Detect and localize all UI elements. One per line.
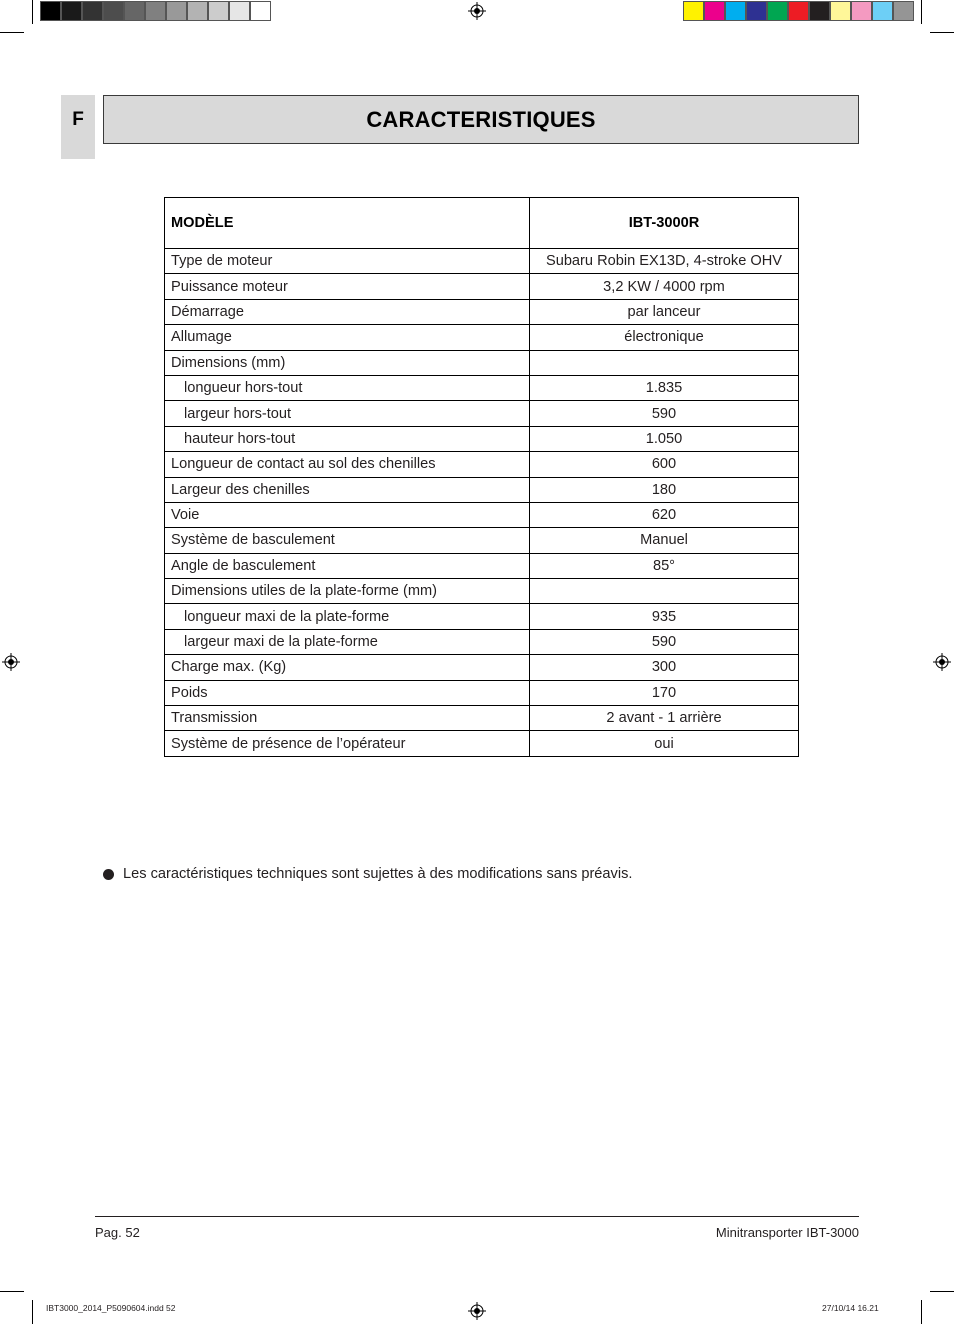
table-row (165, 706, 799, 731)
language-tab (61, 95, 95, 159)
spec-label: longueur hors-tout (165, 375, 530, 400)
color-swatch (872, 1, 893, 21)
spec-value: 170 (530, 680, 799, 705)
spec-value: Subaru Robin EX13D, 4-stroke OHV (530, 249, 799, 274)
spec-value (530, 350, 799, 375)
spec-label: largeur maxi de la plate-forme (165, 629, 530, 654)
print-slug-file: IBT3000_2014_P5090604.indd 52 (46, 1303, 176, 1313)
crop-mark-bottom-right-v (921, 1300, 922, 1324)
page-number: Pag. 52 (95, 1225, 140, 1240)
specifications-table (164, 197, 799, 757)
crop-mark-top-left-v (32, 0, 33, 24)
registration-mark-icon (933, 653, 951, 671)
color-swatch (704, 1, 725, 21)
table-row (165, 452, 799, 477)
spec-label: Angle de basculement (165, 553, 530, 578)
spec-value: 590 (530, 401, 799, 426)
spec-value: 590 (530, 629, 799, 654)
color-swatch (725, 1, 746, 21)
color-swatch (851, 1, 872, 21)
table-row (165, 401, 799, 426)
color-swatch (746, 1, 767, 21)
spec-value: 3,2 KW / 4000 rpm (530, 274, 799, 299)
print-slug-date: 27/10/14 16.21 (822, 1303, 879, 1313)
table-row (165, 655, 799, 680)
table-row (165, 731, 799, 756)
gray-swatch (208, 1, 229, 21)
table-row (165, 579, 799, 604)
color-swatch (767, 1, 788, 21)
spec-label: largeur hors-tout (165, 401, 530, 426)
gray-swatch (124, 1, 145, 21)
gray-swatch (166, 1, 187, 21)
spec-value: 1.050 (530, 426, 799, 451)
table-row (165, 375, 799, 400)
spec-label: Type de moteur (165, 249, 530, 274)
spec-value: électronique (530, 325, 799, 350)
crop-mark-top-right-h (930, 32, 954, 33)
crop-mark-bottom-left-v (32, 1300, 33, 1324)
registration-mark-icon (2, 653, 20, 671)
spec-label: Système de présence de l’opérateur (165, 731, 530, 756)
gray-swatch (103, 1, 124, 21)
table-row (165, 680, 799, 705)
table-row (165, 629, 799, 654)
spec-value: par lanceur (530, 299, 799, 324)
color-swatch (788, 1, 809, 21)
spec-value: Manuel (530, 528, 799, 553)
gray-swatch (82, 1, 103, 21)
spec-value: 1.835 (530, 375, 799, 400)
gray-swatch (40, 1, 61, 21)
spec-label: Voie (165, 502, 530, 527)
spec-value: 600 (530, 452, 799, 477)
gray-swatch (145, 1, 166, 21)
spec-label: hauteur hors-tout (165, 426, 530, 451)
spec-label: Dimensions utiles de la plate-forme (mm) (165, 579, 530, 604)
page-title: CARACTERISTIQUES (366, 106, 596, 132)
table-row (165, 604, 799, 629)
spec-value: 300 (530, 655, 799, 680)
color-swatch (893, 1, 914, 21)
spec-label: Dimensions (mm) (165, 350, 530, 375)
color-swatch (683, 1, 704, 21)
gray-swatch (250, 1, 271, 21)
spec-value: 620 (530, 502, 799, 527)
crop-mark-bottom-right-h (930, 1291, 954, 1292)
spec-label: Puissance moteur (165, 274, 530, 299)
disclaimer-note (103, 866, 632, 882)
table-row (165, 249, 799, 274)
color-swatch (830, 1, 851, 21)
registration-mark-icon (468, 2, 486, 20)
table-row (165, 528, 799, 553)
language-tab-label: F (72, 109, 84, 130)
table-row (165, 274, 799, 299)
table-row (165, 299, 799, 324)
gray-swatch (61, 1, 82, 21)
spec-label: Charge max. (Kg) (165, 655, 530, 680)
color-swatch (809, 1, 830, 21)
header-model-value: IBT-3000R (530, 198, 799, 249)
spec-label: Largeur des chenilles (165, 477, 530, 502)
spec-value: oui (530, 731, 799, 756)
spec-value: 2 avant - 1 arrière (530, 706, 799, 731)
spec-value: 935 (530, 604, 799, 629)
header-model-label: MODÈLE (165, 198, 530, 249)
crop-mark-bottom-left-h (0, 1291, 24, 1292)
gray-swatch (187, 1, 208, 21)
registration-mark-icon (468, 1302, 486, 1320)
gray-swatch (229, 1, 250, 21)
table-row (165, 325, 799, 350)
footer-divider (95, 1216, 859, 1217)
table-row (165, 477, 799, 502)
bullet-icon (103, 869, 114, 880)
table-row (165, 502, 799, 527)
spec-label: longueur maxi de la plate-forme (165, 604, 530, 629)
table-row (165, 553, 799, 578)
crop-mark-top-right-v (921, 0, 922, 24)
table-row (165, 350, 799, 375)
crop-mark-top-left-h (0, 32, 24, 33)
spec-value: 85° (530, 553, 799, 578)
footer-product-name: Minitransporter IBT-3000 (715, 1225, 859, 1240)
spec-label: Transmission (165, 706, 530, 731)
spec-label: Poids (165, 680, 530, 705)
section-title-box (103, 95, 859, 144)
spec-label: Système de basculement (165, 528, 530, 553)
spec-label: Longueur de contact au sol des chenilles (165, 452, 530, 477)
table-header-row (165, 198, 799, 249)
disclaimer-text: Les caractéristiques techniques sont sujettes à des modifications sans préavis. (123, 866, 633, 882)
spec-value (530, 579, 799, 604)
spec-label: Allumage (165, 325, 530, 350)
spec-value: 180 (530, 477, 799, 502)
table-row (165, 426, 799, 451)
spec-label: Démarrage (165, 299, 530, 324)
